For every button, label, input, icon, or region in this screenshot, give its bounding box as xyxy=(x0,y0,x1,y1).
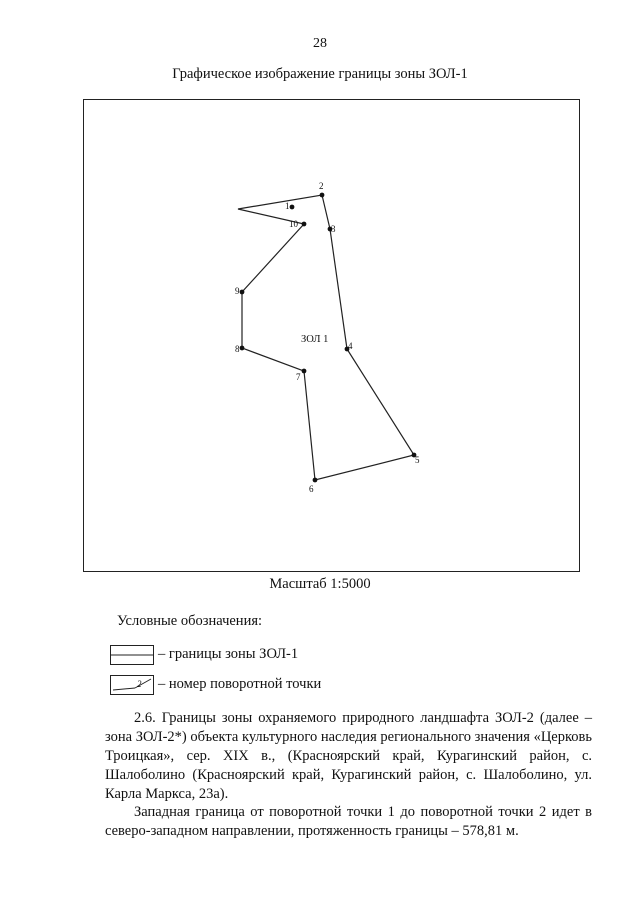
point-label-2: 2 xyxy=(319,181,324,191)
point-6-marker xyxy=(313,478,318,483)
point-label-4: 4 xyxy=(348,341,353,351)
legend-boundary-text: – границы зоны ЗОЛ-1 xyxy=(158,646,299,662)
page-number: 28 xyxy=(313,36,327,51)
point-label-10: 10 xyxy=(289,219,298,229)
point-label-5: 5 xyxy=(415,455,420,465)
point-label-6: 6 xyxy=(309,484,314,494)
point-8-marker xyxy=(240,346,245,351)
point-7-marker xyxy=(302,369,307,374)
point-9-marker xyxy=(240,290,245,295)
point-label-9: 9 xyxy=(235,286,240,296)
point-label-8: 8 xyxy=(235,344,240,354)
map-title: Графическое изображение границы зоны ЗОЛ-1 xyxy=(172,66,468,82)
legend-point-symbol xyxy=(110,675,154,695)
point-label-1: 1 xyxy=(285,201,290,211)
point-1-marker xyxy=(290,205,295,210)
paragraph-west-boundary: Западная граница от поворотной точки 1 до поворотной точки 2 идет в северо-западном направлении, протяженность границы – 578,81 м. xyxy=(105,804,592,839)
point-label-7: 7 xyxy=(296,372,301,382)
legend-boundary-symbol xyxy=(110,645,154,665)
legend-title: Условные обозначения: xyxy=(117,613,263,629)
point-2-marker xyxy=(320,193,325,198)
point-10-marker xyxy=(302,222,307,227)
paragraph-2-6: 2.6. Границы зоны охраняемого природного ландшафта ЗОЛ-2 (далее – зона ЗОЛ-2*) объекта культурного наследия регионального значения «Церковь Троицкая», сер. XIX в., (Красноярский край, Курагинский район, с. Шалоболино (Красноярский край, Курагинский район, с. Шалоболино, ул. Карла Маркса, 23а). xyxy=(105,710,592,802)
point-label-3: 3 xyxy=(331,224,336,234)
legend-point-text: – номер поворотной точки xyxy=(158,676,322,692)
zone-label: ЗОЛ 1 xyxy=(301,334,329,345)
map-frame xyxy=(83,99,580,572)
zone-map xyxy=(84,100,581,573)
legend-point-sample: 2 xyxy=(137,679,142,689)
map-scale: Масштаб 1:5000 xyxy=(269,576,371,592)
